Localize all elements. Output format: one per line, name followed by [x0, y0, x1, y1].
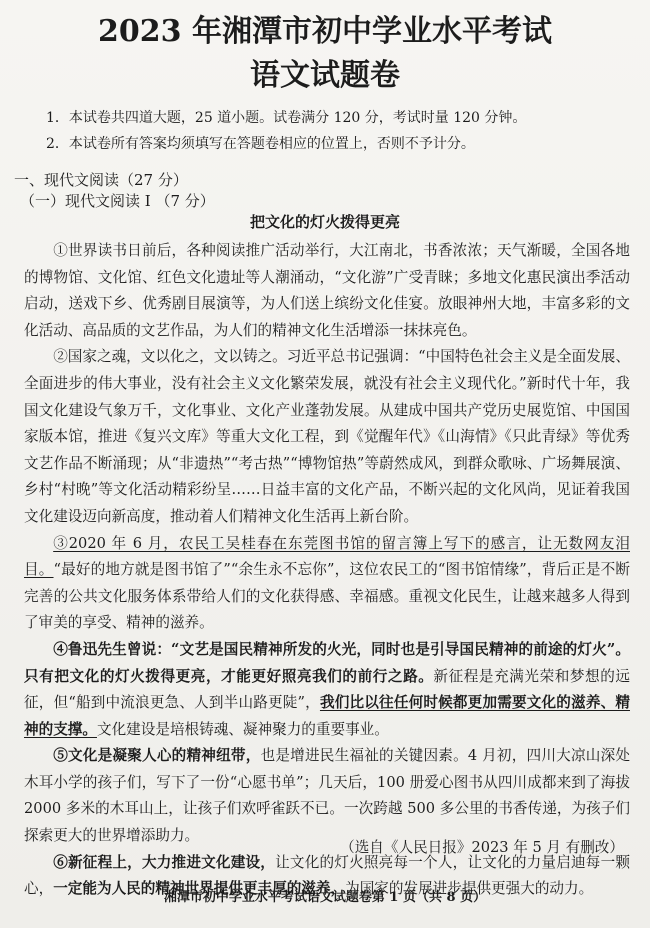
- paragraph-6-bold-2: 一定能为人民的精神世界提供更丰厚的滋养，: [53, 880, 346, 898]
- paragraph-4-bold: ④鲁迅先生曾说：“文艺是国民精神所发的火光，同时也是引导国民精神的前途的灯火”。只有把文化的灯火拨得更亮，才能更好照亮我们的前行之路。: [24, 640, 630, 685]
- paragraph-3: [24, 531, 630, 637]
- paragraph-5: [24, 743, 630, 849]
- paragraph-4-middle: 新征程是充满光荣和梦想的远征，但“船到中流浪更急、人到半山路更陡”，: [24, 667, 630, 712]
- paragraph-1: ①世界读书日前后，各种阅读推广活动举行，大江南北，书香浓浓；天气渐暖，全国各地的博物馆、文化馆、红色文化遗址等人潮涌动，“文化游”广受青睐；多地文化惠民演出季活动启动，送戏下乡、优秀剧目展演等，为人们送上缤纷文化佳宴。放眼神州大地，丰富多彩的文化活动、高品质的文艺作品，为人们的精神文化生活增添一抹抹亮色。: [24, 242, 630, 339]
- article-source: （选自《人民日报》2023 年 5 月 有删改）: [340, 839, 624, 856]
- notice-2: 2．本试卷所有答案均须填写在答题卷相应的位置上，否则不予计分。: [46, 136, 475, 152]
- article-title: 把文化的灯火拨得更亮: [249, 213, 400, 231]
- paragraph-4-end: 文化建设是培根铸魂、凝神聚力的重要事业。: [96, 720, 389, 738]
- section-heading: 一、现代文阅读（27 分）: [14, 171, 188, 189]
- paragraph-6-middle: 让文化的灯火照亮每一个人，让文化的力量启迪每一颗心，: [24, 853, 630, 898]
- paragraph-3-underlined: ③2020 年 6 月，农民工吴桂春在东莞图书馆的留言簿上写下的感言，让无数网友泪目。: [24, 534, 630, 579]
- paragraph-6-end: 为国家的发展进步提供更强大的动力。: [345, 880, 594, 898]
- paragraph-4-underlined: 我们比以往任何时候都更加需要文化的滋养、精神的支撑。: [24, 694, 630, 738]
- paragraph-5-rest: 也是增进民生福祉的关键因素。4 月初，四川大凉山深处木耳小学的孩子们，写下了一份“心愿书单”；几天后，100 册爱心图书从四川成都来到了海拔 2000 多米的木耳山上，让孩子们欢呼雀跃不已。一次跨越 500 多公里的书香传递，为孩子们探索更大的世界增添助力。: [24, 747, 630, 845]
- page-footer: 湘潭市初中学业水平考试语文试题卷第 1 页（共 8 页）: [163, 890, 487, 905]
- paragraph-4: [24, 637, 630, 743]
- article-body: [24, 238, 630, 903]
- paragraph-5-bold: ⑤文化是凝聚人心的精神纽带，: [53, 747, 261, 765]
- paragraph-3-rest: “最好的地方就是图书馆了”“余生永不忘你”，这位农民工的“图书馆情缘”，背后正是不断完善的公共文化服务体系带给人们的文化获得感、幸福感。重视文化民生，让越来越多人得到了审美的享受、精神的滋养。: [24, 561, 630, 632]
- exam-title: 2023 年湘潭市初中学业水平考试: [98, 14, 552, 49]
- exam-subtitle: 语文试题卷: [250, 58, 400, 93]
- paragraph-6-bold: ⑥新征程上，大力推进文化建设，: [53, 853, 276, 871]
- notice-1: 1．本试卷共四道大题，25 道小题。试卷满分 120 分，考试时量 120 分钟。: [46, 110, 527, 126]
- section-subheading: （一）现代文阅读 I （7 分）: [20, 192, 215, 210]
- paragraph-2: ②国家之魂，文以化之，文以铸之。习近平总书记强调：“中国特色社会主义是全面发展、全面进步的伟大事业，没有社会主义文化繁荣发展，就没有社会主义现代化。”新时代十年，我国文化建设气象万千，文化事业、文化产业蓬勃发展。从建成中国共产党历史展览馆、中国国家版本馆，推进《复兴文库》等重大文化工程，到《觉醒年代》《山海情》《只此青绿》等优秀文艺作品不断涌现；从“非遗热”“考古热”“博物馆热”等蔚然成风，到群众歌咏、广场舞展演、乡村“村晚”等文化活动精彩纷呈……日益丰富的文化产品，不断兴起的文化风尚，见证着我国文化建设迈向新高度，推动着人们精神文化生活再上新台阶。: [24, 348, 630, 525]
